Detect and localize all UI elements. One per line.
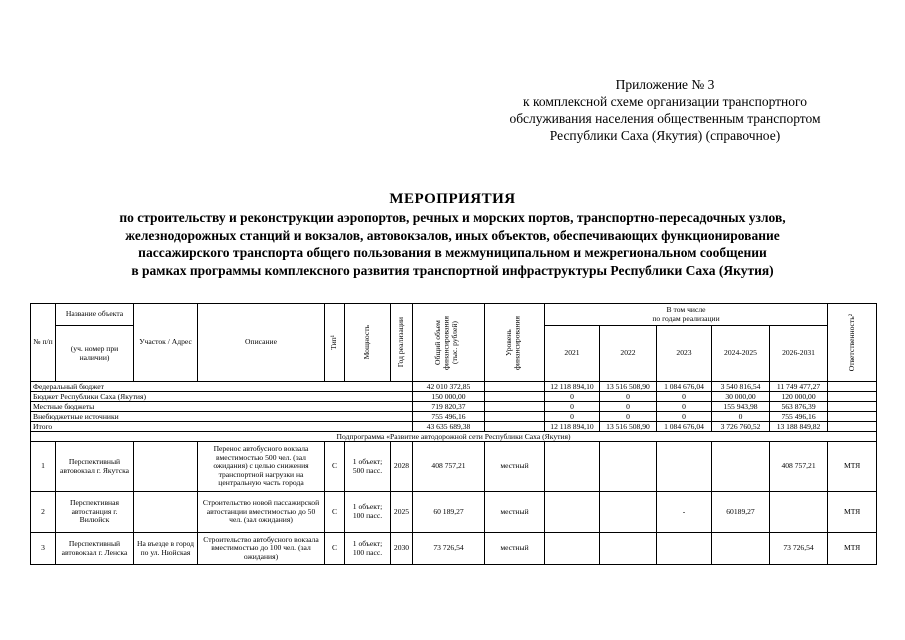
header-year: Год реализации bbox=[391, 304, 413, 382]
row-description: Строительство новой пассажирской автостанции вместимостью до 50 чел. (зал ожидания) bbox=[198, 492, 325, 533]
row-year-cell bbox=[712, 442, 770, 492]
budget-cell: 563 876,39 bbox=[770, 402, 828, 412]
row-level: местный bbox=[485, 533, 545, 565]
row-year-cell bbox=[657, 533, 712, 565]
table-row bbox=[31, 492, 877, 533]
budget-cell: 155 943,98 bbox=[712, 402, 770, 412]
row-year: 2028 bbox=[391, 442, 413, 492]
row-type: С bbox=[325, 492, 345, 533]
subprogram-title: Подпрограмма «Развитие автодорожной сети Республики Саха (Якутия) bbox=[31, 432, 877, 442]
header-type: Тип¹ bbox=[325, 304, 345, 382]
budget-cell: 13 516 508,90 bbox=[600, 382, 657, 392]
appendix-line: Республики Саха (Якутия) (справочное) bbox=[549, 128, 781, 143]
row-year-cell bbox=[545, 492, 600, 533]
appendix-line: Приложение № 3 bbox=[615, 77, 715, 92]
row-name: Перспективный автовокзал г. Ленска bbox=[56, 533, 134, 565]
header-by-year: В том числе по годам реализации bbox=[545, 304, 828, 326]
budget-cell: 755 496,16 bbox=[770, 412, 828, 422]
row-year: 2030 bbox=[391, 533, 413, 565]
row-capacity: 1 объект; 100 пасс. bbox=[345, 533, 391, 565]
budget-cell: 3 540 816,54 bbox=[712, 382, 770, 392]
appendix-line: обслуживания населения общественным транспортом bbox=[509, 111, 821, 126]
document-title bbox=[30, 190, 875, 279]
budget-cell: 120 000,00 bbox=[770, 392, 828, 402]
row-num: 2 bbox=[31, 492, 56, 533]
appendix-line: к комплексной схеме организации транспортного bbox=[523, 94, 807, 109]
row-responsibility: МТЯ bbox=[828, 533, 877, 565]
budget-total: 42 010 372,85 bbox=[413, 382, 485, 392]
row-responsibility: МТЯ bbox=[828, 442, 877, 492]
row-site: На въезде в город по ул. Нюйская bbox=[134, 533, 198, 565]
title-line: в рамках программы комплексного развития транспортной инфраструктуры Республики Саха (Якутия) bbox=[131, 262, 774, 278]
row-year-cell: 73 726,54 bbox=[770, 533, 828, 565]
budget-cell: 0 bbox=[545, 402, 600, 412]
budget-cell: 12 118 894,10 bbox=[545, 382, 600, 392]
budget-cell: 0 bbox=[600, 402, 657, 412]
row-type: С bbox=[325, 442, 345, 492]
budget-cell: 0 bbox=[600, 412, 657, 422]
row-year-cell: - bbox=[657, 492, 712, 533]
row-year-cell: 408 757,21 bbox=[770, 442, 828, 492]
row-total: 60 189,27 bbox=[413, 492, 485, 533]
header-year-col: 2021 bbox=[545, 326, 600, 382]
budget-cell: 0 bbox=[657, 402, 712, 412]
budget-cell: 13 516 508,90 bbox=[600, 422, 657, 432]
header-year-col: 2026-2031 bbox=[770, 326, 828, 382]
budget-row bbox=[31, 382, 877, 392]
budget-cell: 1 084 676,04 bbox=[657, 422, 712, 432]
budget-cell: 0 bbox=[545, 392, 600, 402]
budget-cell: 0 bbox=[657, 392, 712, 402]
header-site: Участок / Адрес bbox=[134, 304, 198, 382]
row-year-cell bbox=[712, 533, 770, 565]
row-name: Перспективный автовокзал г. Якутска bbox=[56, 442, 134, 492]
row-year-cell bbox=[600, 442, 657, 492]
budget-row bbox=[31, 402, 877, 412]
row-year-cell bbox=[770, 492, 828, 533]
budget-label: Местные бюджеты bbox=[31, 402, 413, 412]
row-num: 1 bbox=[31, 442, 56, 492]
title-line: пассажирского транспорта общего пользования в межмуниципальном и межрегиональном сообщении bbox=[138, 245, 767, 260]
header-level: Уровень финансирования bbox=[485, 304, 545, 382]
row-total: 73 726,54 bbox=[413, 533, 485, 565]
title-line: железнодорожных станций и вокзалов, автовокзалов, иных объектов, обеспечивающих функционирование bbox=[125, 227, 780, 243]
header-name: Название объекта bbox=[56, 304, 134, 326]
budget-cell: 0 bbox=[712, 412, 770, 422]
budget-cell: 3 726 760,52 bbox=[712, 422, 770, 432]
row-responsibility: МТЯ bbox=[828, 492, 877, 533]
row-level: местный bbox=[485, 442, 545, 492]
header-total: Общий объем финансирования (тыс. рублей) bbox=[413, 304, 485, 382]
row-year-cell bbox=[600, 492, 657, 533]
row-site bbox=[134, 492, 198, 533]
budget-total: 755 496,16 bbox=[413, 412, 485, 422]
header-name-sub: (уч. номер при наличии) bbox=[56, 326, 134, 382]
measures-table bbox=[30, 303, 877, 565]
row-year-cell bbox=[545, 442, 600, 492]
row-type: С bbox=[325, 533, 345, 565]
budget-label: Бюджет Республики Саха (Якутия) bbox=[31, 392, 413, 402]
header-responsibility: Ответственность² bbox=[828, 304, 877, 382]
total-row bbox=[31, 422, 877, 432]
header-capacity: Мощность bbox=[345, 304, 391, 382]
budget-cell: 0 bbox=[657, 412, 712, 422]
header-description: Описание bbox=[198, 304, 325, 382]
budget-cell: 12 118 894,10 bbox=[545, 422, 600, 432]
row-level: местный bbox=[485, 492, 545, 533]
subprogram-row bbox=[31, 432, 877, 442]
budget-label: Итого bbox=[31, 422, 413, 432]
budget-total: 43 635 689,38 bbox=[413, 422, 485, 432]
budget-cell: 0 bbox=[545, 412, 600, 422]
row-capacity: 1 объект; 500 пасс. bbox=[345, 442, 391, 492]
budget-cell: 13 188 849,82 bbox=[770, 422, 828, 432]
budget-row bbox=[31, 412, 877, 422]
budget-cell: 1 084 676,04 bbox=[657, 382, 712, 392]
row-year: 2025 bbox=[391, 492, 413, 533]
budget-total: 719 820,37 bbox=[413, 402, 485, 412]
row-name: Перспективная автостанция г. Вилюйск bbox=[56, 492, 134, 533]
row-site bbox=[134, 442, 198, 492]
header-num: № п/п bbox=[31, 304, 56, 382]
row-year-cell bbox=[657, 442, 712, 492]
row-description: Строительство автобусного вокзала вместимостью до 100 чел. (зал ожидания) bbox=[198, 533, 325, 565]
table-row bbox=[31, 533, 877, 565]
title-heading: МЕРОПРИЯТИЯ bbox=[389, 191, 516, 207]
budget-cell: 0 bbox=[600, 392, 657, 402]
budget-total: 150 000,00 bbox=[413, 392, 485, 402]
row-capacity: 1 объект; 100 пасс. bbox=[345, 492, 391, 533]
row-year-cell: 60189,27 bbox=[712, 492, 770, 533]
header-year-col: 2022 bbox=[600, 326, 657, 382]
budget-row bbox=[31, 392, 877, 402]
budget-label: Федеральный бюджет bbox=[31, 382, 413, 392]
row-total: 408 757,21 bbox=[413, 442, 485, 492]
title-line: по строительству и реконструкции аэропортов, речных и морских портов, транспортно-пересадочных узлов, bbox=[119, 210, 786, 225]
header-year-col: 2023 bbox=[657, 326, 712, 382]
row-description: Перенос автобусного вокзала вместимостью 500 чел. (зал ожидания) с целью снижения транспортной нагрузки на центральную часть города bbox=[198, 442, 325, 492]
appendix-note bbox=[440, 76, 890, 144]
row-year-cell bbox=[600, 533, 657, 565]
row-num: 3 bbox=[31, 533, 56, 565]
budget-cell: 30 000,00 bbox=[712, 392, 770, 402]
row-year-cell bbox=[545, 533, 600, 565]
table-row bbox=[31, 442, 877, 492]
budget-label: Внебюджетные источники bbox=[31, 412, 413, 422]
budget-cell: 11 749 477,27 bbox=[770, 382, 828, 392]
header-year-col: 2024-2025 bbox=[712, 326, 770, 382]
